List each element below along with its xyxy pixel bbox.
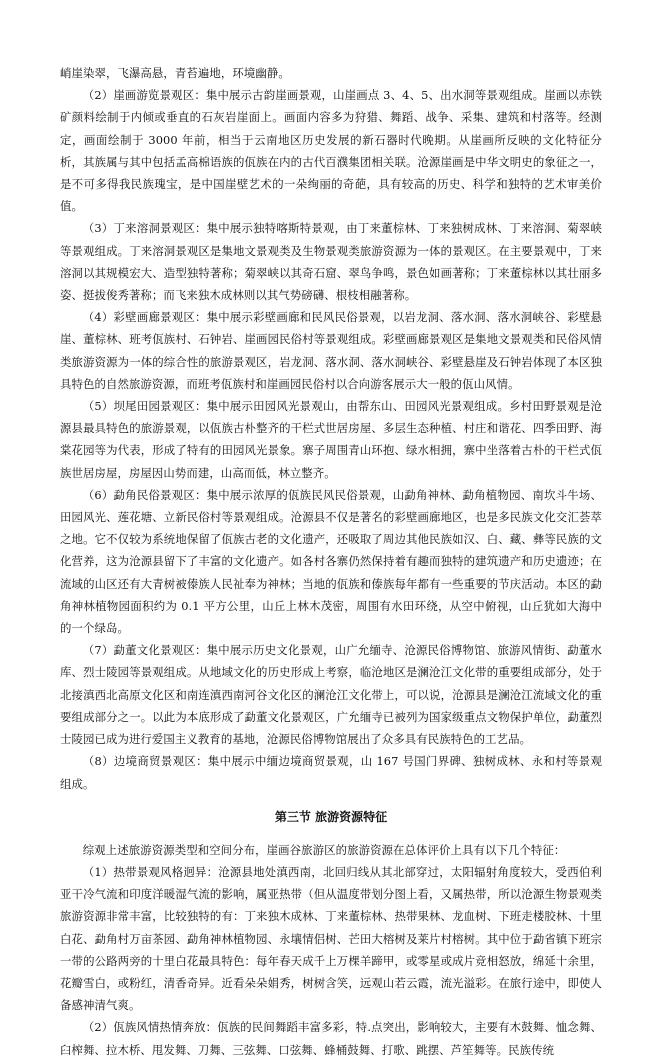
paragraph-mengdong-culture-area: （7）勐董文化景观区：集中展示历史文化景观，山广允缅寺、沧源民俗博物馆、旅游风情街、勐董水库、烈士陵园等景观组成。从地域文化的历史形成上考察，临沧地区是澜沧江文化带的重要组成部分，处于北接滇西北高原文化区和南连滇西南河谷文化区的澜沧江文化带上，可以说，沧源县是澜沧江流域文化的重要组成部分之一。以此为本底形成了勐董文化景观区，广允缅寺已被列为国家级重点文物保护单位，勐董烈士陵园已成为进行爱国主义教育的基地，沧源民俗博物馆展出了众多具有民族特色的工艺品。: [60, 643, 602, 747]
section-heading: 第三节 旅游资源特征: [274, 809, 388, 824]
paragraph-tropical-landscape: （1）热带景观风格迥异：沧源县地处滇西南，北回归线从其北部穿过，太阳辐射角度较大，受西伯利亚干冷气流和印度洋暖湿气流的影响，属亚热带（但从温度带划分图上看，又属热带，所以沧源生物景观类旅游资源非常丰富，比较独特的有：丁来独木成林、丁来董棕林、热带果林、龙血树、下班走楼胶林、十里白花、勐角村万亩茶园、勐角神林植物园、永壤情侣树、芒田大榕树及莱片村榕树。其中位于勐省镇下班宗一带的公路两旁的十里白花最具特色：每年春天成千上万棵羊蹄甲，或零星或成片竞相怒放，绵延十余里，花瓣雪白，或粉红，清香奇异。近看朵朵娟秀，树树含笑，远观山若云霞，流光溢彩。在旅行途中，即使人备感神清气爽。: [60, 864, 602, 1013]
paragraph-cliff-painting-area: （2）崖画游览景观区：集中展示古韵崖画景观，山崖画点 3、4、5、出水洞等景观组成。崖画以赤铁矿颜料绘制于内倾或垂直的石灰岩崖面上。画面内容多为狩猎、舞蹈、战争、采集、建筑和村落等。经测定，画面绘制于 3000 年前，相当于云南地区历史发展的新石器时代晚期。从崖画所反映的文化特征分析，其族属与其中包括孟高棉语族的佤族在内的古代百濮集团相关联。沧源崖画是中华文明史的象征之一，是不可多得我民族瑰宝，是中国崖壁艺术的一朵绚丽的奇葩，具有较高的历史、科学和独特的艺术审美价值。: [60, 88, 602, 214]
paragraph-painted-gallery-area: （4）彩壁画廊景观区：集中展示彩壁画廊和民风民俗景观，以岩龙洞、落水洞、落水洞峡谷、彩壁悬崖、董棕林、班考佤族村、石钟岩、崖画园民俗村等景观组成。彩壁画廊景观区是集地文景观类和民俗风情类旅游资源为一体的综合性的旅游景观区，岩龙洞、落水洞、落水洞峡谷、彩壁悬崖及石钟岩体现了本区独具特色的自然旅游资源，而班考佤族村和崖画园民俗村以合向游客展示大一般的佤山风情。: [60, 310, 602, 391]
paragraph-overview: 综观上述旅游资源类型和空间分布，崖画谷旅游区的旅游资源在总体评价上具有以下几个特征：: [82, 842, 566, 857]
paragraph-wa-customs: （2）佤族风情热情奔放：佤族的民间舞蹈丰富多彩，特.点突出，影响较大，主要有木鼓舞、恤念舞、臼榨舞、拉木桥、甩发舞、刀舞、三弦舞、口弦舞、蜂桶鼓舞、打歌、跳摆、芦笙舞等。民族传统: [60, 1020, 602, 1057]
paragraph-border-trade-area: （8）边境商贸景观区：集中展示中缅边境商贸景观，山 167 号国门界碑、独树成林、永和村等景观组成。: [60, 754, 602, 791]
paragraph-dinglai-cave-area: （3）丁来溶洞景观区：集中展示独特喀斯特景观，由丁来董棕林、丁来独树成林、丁来溶洞、菊翠峡等景观组成。丁来溶洞景观区是集地文景观类及生物景观类旅游资源为一体的景观区。在主要景观中，丁来溶洞以其规模宏大、造型独特著称；菊翠峡以其奇石窟、翠鸟争鸣，景色如画著称；丁来董棕林以其壮丽多姿、挺拔俊秀著称；而飞来独木成林则以其气势磅礴、根枝相融著称。: [60, 221, 602, 303]
paragraph-mengjiao-folk-area: （6）勐角民俗景观区：集中展示浓厚的佤族民风民俗景观，山勐角神林、勐角植物园、南坎斗牛场、田园风光、莲花塘、立新民俗村等景观组成。沧源县不仅是著名的彩壁画廊地区，也是多民族文化交汇荟萃之地。它不仅较为系统地保留了佤族古老的文化遗产，还吸取了周边其他民族如汉、白、藏、彝等民族的文化营养，这为沧源县留下了丰富的文化遗产。如各村各寨仍然保持着有趣而独特的建筑遗产和历史遗迹；在流域的山区还有大青树被傣族人民祉奉为神林；当地的佤族和傣族每年都有一些重要的节庆活动。本区的勐角神林植物园面积约为 0.1 平方公里，山丘上林木茂密，周围有水田环绕，从空中俯视，山丘犹如大海中的一个绿岛。: [60, 487, 602, 636]
paragraph-continuation: 峭崖染翠，飞瀑高悬，青苔遍地，环境幽静。: [60, 66, 290, 80]
paragraph-bawei-pastoral-area: （5）坝尾田园景观区：集中展示田园风光景观山，由帮东山、田园风光景观组成。乡村田野景观是沧源县最具特色的旅游景观，以佤族古朴整齐的干栏式世居房屋、多层生态种植、村庄和谐花、四季田野、海棠花园等为代表，形成了特有的田园风光景象。寨子周围青山环抱、绿水相拥，寨中坐落着古朴的干栏式佤族世居房屋，房屋因山势而建，山高而低，林立整齐。: [60, 399, 602, 480]
